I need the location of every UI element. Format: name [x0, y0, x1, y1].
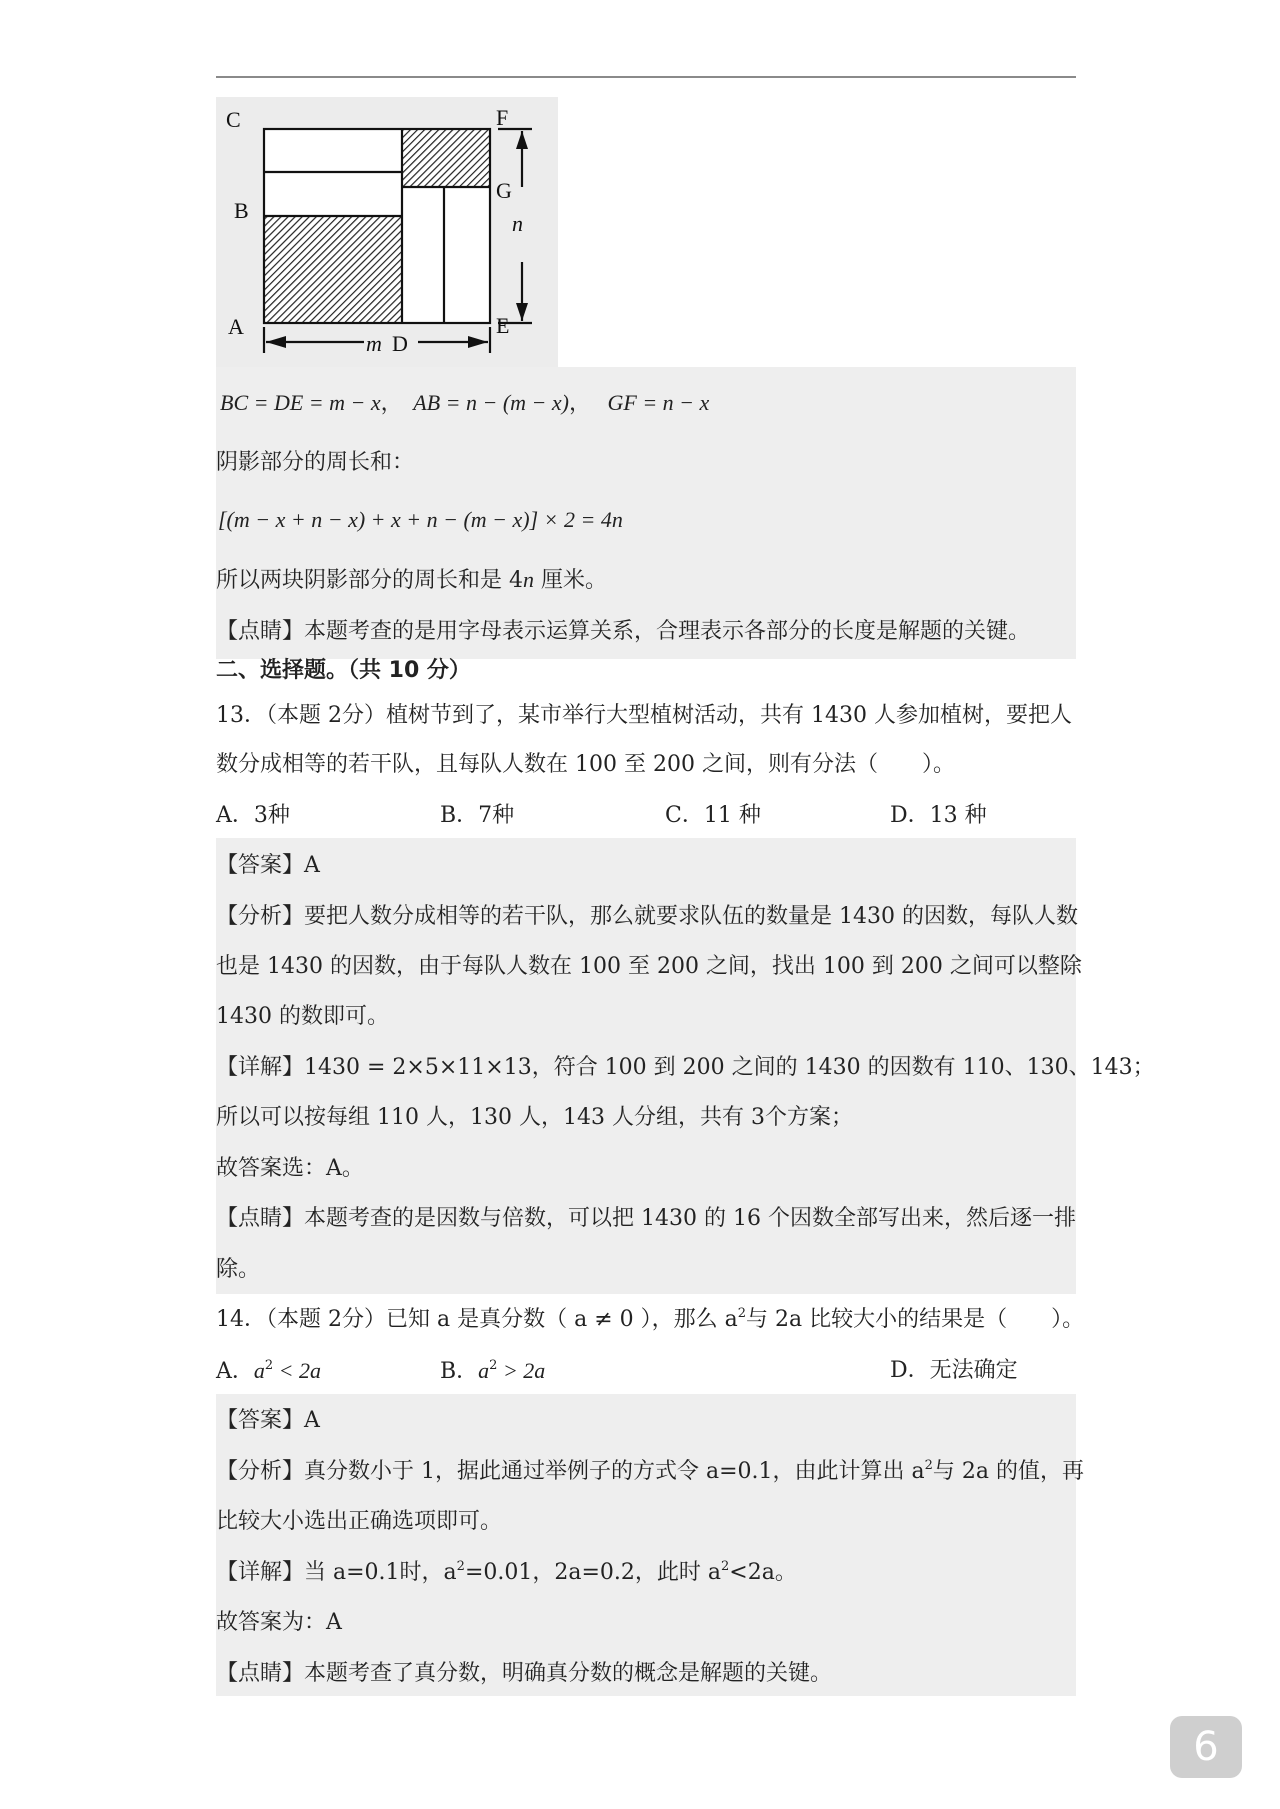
q14-solution-block: [216, 1394, 1076, 1696]
q14-answer: 【答案】A: [216, 1408, 320, 1433]
rectangle-figure: [216, 97, 558, 367]
q13-tip-line2: 除。: [216, 1257, 261, 1282]
q14-stem-text-end: 与 2a 比较大小的结果是（ ）。: [746, 1307, 1085, 1332]
q14-detail-exponent-2: 2: [721, 1559, 730, 1574]
q14-option-b[interactable]: [440, 1356, 545, 1387]
q13-option-d[interactable]: D．13 种: [890, 803, 987, 828]
shaded-top-right: [402, 129, 490, 187]
q13-option-c[interactable]: C．11 种: [665, 803, 761, 828]
section-heading: 二、选择题。（共 10 分）: [216, 658, 471, 683]
q14-detail-text-mid: =0.01，2a=0.2，此时 a: [464, 1560, 721, 1585]
q14-analysis-text-end: 与 2a 的值，再: [932, 1459, 1085, 1484]
formula-separator: ，: [380, 390, 403, 415]
segment-lengths-formula: [220, 388, 1080, 418]
formula-gf: GF = n − x: [607, 390, 710, 415]
prev-tip: 【点睛】本题考查的是用字母表示运算关系，合理表示各部分的长度是解题的关键。: [216, 619, 1031, 644]
label-m: m: [366, 331, 382, 356]
label-e: E: [496, 313, 510, 338]
label-n: n: [512, 211, 523, 236]
q14-detail-exponent: 2: [456, 1559, 465, 1574]
q14-option-a-base: a: [253, 1358, 265, 1383]
q13-option-a[interactable]: A．3种: [216, 803, 290, 828]
q14-choice: 故答案为：A: [216, 1610, 342, 1635]
q14-option-b-rest: > 2a: [497, 1358, 546, 1383]
q13-analysis-line1: 【分析】要把人数分成相等的若干队，那么就要求队伍的数量是 1430 的因数，每队人数: [216, 904, 1078, 929]
rectangle-diagram: [216, 97, 558, 367]
conclusion-variable: n: [523, 567, 534, 592]
conclusion-text: 所以两块阴影部分的周长和是 4: [216, 568, 523, 593]
label-g: G: [496, 178, 512, 203]
q14-option-a-rest: < 2a: [273, 1358, 322, 1383]
q13-detail-line1: 【详解】1430 = 2×5×11×13，符合 100 到 200 之间的 1430 的因数有 110、130、143；: [216, 1055, 1155, 1080]
conclusion-unit: 厘米。: [534, 568, 607, 593]
q14-analysis-line2: 比较大小选出正确选项即可。: [216, 1509, 503, 1534]
page-number-badge: 6: [1170, 1716, 1242, 1778]
formula-bc-de: BC = DE = m − x: [220, 390, 381, 415]
q13-stem-line2: 数分成相等的若干队，且每队人数在 100 至 200 之间，则有分法（ ）。: [216, 752, 955, 777]
q13-option-b[interactable]: B．7种: [440, 803, 515, 828]
q14-option-b-base: a: [478, 1358, 490, 1383]
label-b: B: [234, 198, 249, 223]
q13-choice: 故答案选：A。: [216, 1156, 364, 1181]
q14-detail: [216, 1558, 1076, 1588]
q13-analysis-line2: 也是 1430 的因数，由于每队人数在 100 至 200 之间，找出 100 到 200 之间可以整除: [216, 954, 1082, 979]
q14-stem-text: 14．（本题 2分）已知 a 是真分数（ a ≠ 0 ），那么 a: [216, 1307, 738, 1332]
m-arrow-left-head: [266, 336, 286, 348]
q14-detail-text: 【详解】当 a=0.1时，a: [216, 1560, 457, 1585]
q14-analysis-text: 【分析】真分数小于 1，据此通过举例子的方式令 a=0.1，由此计算出 a: [216, 1459, 925, 1484]
q13-stem-line1: 13．（本题 2分）植树节到了，某市举行大型植树活动，共有 1430 人参加植树，要把人: [216, 703, 1072, 728]
q14-option-b-exponent: 2: [489, 1358, 498, 1373]
q13-answer: 【答案】A: [216, 853, 320, 878]
n-arrow-up-head: [516, 131, 528, 149]
q14-option-b-label: B．: [440, 1359, 479, 1384]
label-c: C: [226, 107, 241, 132]
q13-detail-line2: 所以可以按每组 110 人，130 人，143 人分组，共有 3个方案；: [216, 1105, 853, 1130]
formula-separator: ，: [568, 390, 591, 415]
q14-stem: [216, 1305, 1085, 1335]
q14-analysis-exponent: 2: [924, 1458, 933, 1473]
q14-option-a-exponent: 2: [264, 1358, 274, 1373]
q14-tip: 【点睛】本题考查了真分数，明确真分数的概念是解题的关键。: [216, 1661, 833, 1686]
q13-analysis-line3: 1430 的数即可。: [216, 1004, 389, 1029]
shaded-bottom-left: [264, 216, 402, 323]
label-a: A: [228, 314, 244, 339]
q14-option-a[interactable]: [216, 1356, 321, 1387]
q14-analysis-line1: [216, 1457, 1085, 1487]
formula-ab: AB = n − (m − x): [413, 390, 569, 415]
label-d: D: [392, 331, 408, 356]
perimeter-conclusion: [216, 565, 1076, 596]
top-rule: [216, 76, 1076, 78]
q14-option-d[interactable]: D．无法确定: [890, 1358, 1018, 1383]
q13-tip-line1: 【点睛】本题考查的是因数与倍数，可以把 1430 的 16 个因数全部写出来，然后逐一排: [216, 1206, 1076, 1231]
shaded-perimeter-label: 阴影部分的周长和：: [216, 450, 415, 475]
q14-option-a-label: A．: [216, 1359, 254, 1384]
m-arrow-right-head: [468, 336, 488, 348]
q14-stem-exponent: 2: [737, 1306, 746, 1321]
perimeter-formula: [(m − x + n − x) + x + n − (m − x)] × 2 = 4n: [218, 507, 623, 532]
n-arrow-down-head: [516, 303, 528, 321]
q14-detail-text-end: <2a。: [729, 1560, 797, 1585]
label-f: F: [496, 105, 509, 130]
